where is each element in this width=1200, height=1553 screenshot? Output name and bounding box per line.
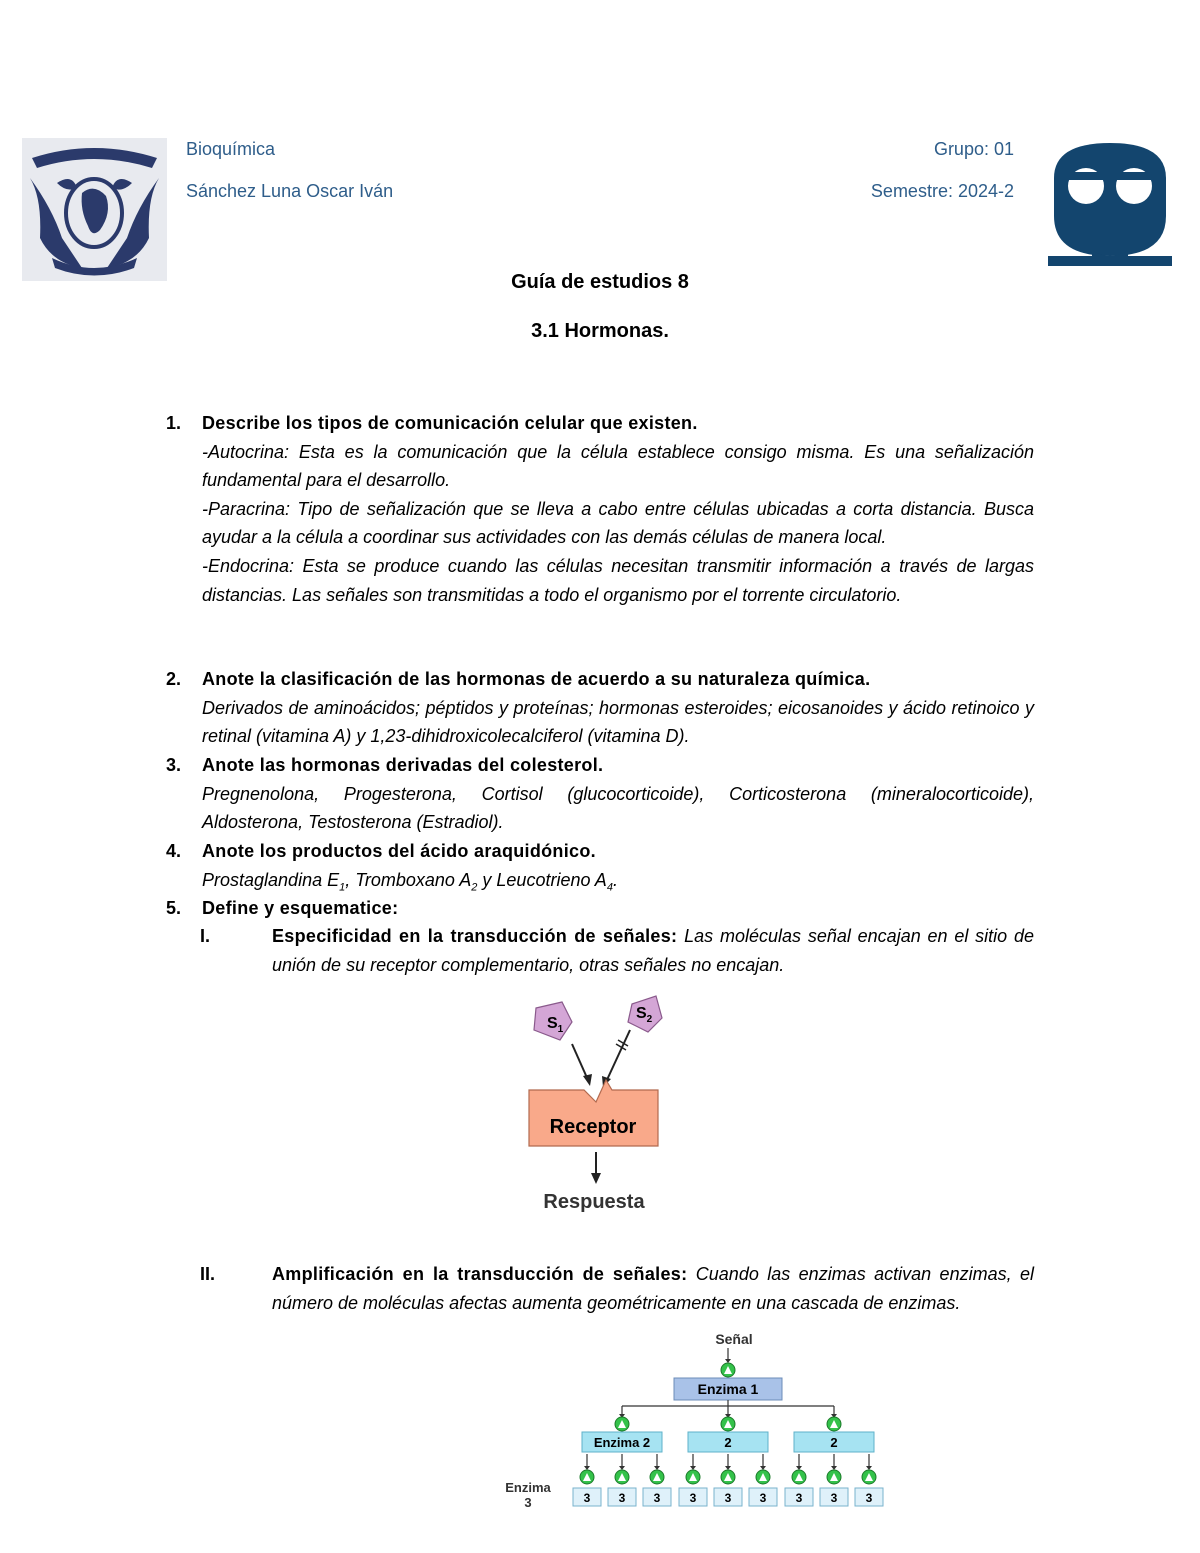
question-4 <box>166 837 1034 902</box>
arrow-s1-to-receptor <box>572 1044 592 1086</box>
unam-seal <box>22 138 167 281</box>
question-number: 3. <box>166 755 182 775</box>
enzyme-3-label: Enzima <box>505 1480 551 1495</box>
faculty-logo-icon <box>1044 138 1176 274</box>
amplification-diagram <box>490 1326 890 1526</box>
question-number: 5. <box>166 898 182 918</box>
faculty-logo <box>1044 138 1176 274</box>
enzyme-1-label: Enzima 1 <box>697 1381 759 1397</box>
enzyme-3-box-label: 3 <box>724 1491 732 1505</box>
enzyme-3-box-label: 3 <box>618 1491 626 1505</box>
cascade-connectors <box>573 1348 883 1506</box>
semester-label: Semestre: 2024-2 <box>870 181 1014 201</box>
signal-label: Señal <box>715 1331 753 1347</box>
signal-s2 <box>628 996 662 1032</box>
enzyme-3-box-label: 3 <box>759 1491 767 1505</box>
enzyme-2-count: 2 <box>724 1435 732 1450</box>
question-5 <box>166 894 1034 923</box>
cascade-arrowhead <box>584 1466 590 1470</box>
enzyme-3-box-label: 3 <box>830 1491 838 1505</box>
answer-paracrina: -Paracrina: Tipo de señalización que se lleva a cabo entre células ubicadas a corta distancia. Busca ayudar a la célula a coordinar sus actividades con las demás células de manera local. <box>202 498 1034 548</box>
question-number: 2. <box>166 669 182 689</box>
answer-text: Prostaglandina $E_1$, Tromboxano $A_2$ y Leucotrieno $A_4$. <box>202 869 618 894</box>
enzyme-3-box-label: 3 <box>583 1491 591 1505</box>
cascade-arrowhead <box>725 1466 731 1470</box>
section-title: 3.1 Hormonas. <box>531 320 669 342</box>
answer-endocrina: -Endocrina: Esta se produce cuando las células necesitan transmitir información a través de largas distancias. Las señales son transmitidas a todo el organismo por el torrente circulatorio. <box>202 555 1034 605</box>
receptor-label: Receptor <box>549 1116 637 1138</box>
cascade-arrowhead <box>760 1466 766 1470</box>
student-name: Sánchez Luna Oscar Iván <box>186 181 394 201</box>
enzyme-2-box-b <box>688 1432 768 1452</box>
enzyme-3-box-label: 3 <box>653 1491 661 1505</box>
question-text: Anote los productos del ácido araquidónico. <box>202 841 596 861</box>
subitem-label: Amplificación en la transducción de señales: <box>272 1264 688 1284</box>
enzyme-2-box-c <box>794 1432 874 1452</box>
enzyme-2-count: 2 <box>830 1435 838 1450</box>
subitem-numeral: II. <box>200 1264 216 1284</box>
arrow-to-response <box>591 1152 601 1184</box>
cascade-arrowhead <box>831 1466 837 1470</box>
receptor-box <box>529 1080 658 1146</box>
response-label: Respuesta <box>543 1191 645 1213</box>
cascade-arrowhead <box>690 1466 696 1470</box>
question-2 <box>166 665 1034 751</box>
subitem-numeral: I. <box>200 926 211 946</box>
svg-text:S2: $S_2$ <box>636 1005 653 1025</box>
arrow-s2-blocked <box>602 1030 630 1087</box>
cascade-arrowhead <box>654 1466 660 1470</box>
enzyme-3-box-label: 3 <box>795 1491 803 1505</box>
specificity-diagram <box>520 990 680 1220</box>
guide-title: Guía de estudios 8 <box>511 271 689 293</box>
enzyme-2-box <box>582 1432 662 1452</box>
subitem-label: Especificidad en la transducción de señales: <box>272 926 678 946</box>
question-text: Describe los tipos de comunicación celular que existen. <box>202 413 698 433</box>
cascade-arrowhead <box>725 1359 731 1363</box>
subitem-text: Las moléculas señal encajan en el sitio de unión de su receptor complementario, otras señales no encajan. <box>272 926 1034 975</box>
question-text: Anote las hormonas derivadas del colesterol. <box>202 755 604 775</box>
cascade-arrowhead <box>796 1466 802 1470</box>
question-3 <box>166 751 1034 837</box>
subitem-text: Cuando las enzimas activan enzimas, el número de moléculas afectas aumenta geométricamente en una cascada de enzimas. <box>272 1264 1035 1313</box>
answer-text: Pregnenolona, Progesterona, Cortisol (glucocorticoide), Corticosterona (mineralocorticoide), Aldosterona, Testosterona (Estradiol). <box>202 783 1034 833</box>
cascade-arrowhead <box>619 1466 625 1470</box>
question-text: Anote la clasificación de las hormonas de acuerdo a su naturaleza química. <box>202 669 871 689</box>
enzyme-2-label: Enzima 2 <box>593 1435 651 1450</box>
svg-text:S1: $S_1$ <box>547 1015 564 1035</box>
enzyme-3-number: 3 <box>524 1495 532 1510</box>
question-1 <box>166 409 1034 609</box>
question-text: Define y esquematice: <box>202 898 399 918</box>
question-number: 4. <box>166 841 182 861</box>
subitem-1 <box>200 922 1034 979</box>
answer-text: Derivados de aminoácidos; péptidos y proteínas; hormonas esteroides; eicosanoides y ácido retinoico y retinal (vitamina A) y 1,23-dihidroxicolecalciferol (vitamina D). <box>202 697 1034 747</box>
enzyme-3-box-label: 3 <box>689 1491 697 1505</box>
enzyme-1-box <box>674 1378 782 1400</box>
signal-s1 <box>534 1002 572 1040</box>
question-number: 1. <box>166 413 182 433</box>
answer-autocrina: -Autocrina: Esta es la comunicación que la célula establece consigo misma. Es una señalización fundamental para el desarrollo. <box>202 441 1034 491</box>
cascade-arrowhead <box>866 1466 872 1470</box>
subitem-2 <box>200 1260 1034 1317</box>
group-label: Grupo: 01 <box>933 139 1014 159</box>
course-name: Bioquímica <box>186 139 276 159</box>
enzyme-3-box-label: 3 <box>865 1491 873 1505</box>
unam-seal-icon <box>22 138 167 281</box>
